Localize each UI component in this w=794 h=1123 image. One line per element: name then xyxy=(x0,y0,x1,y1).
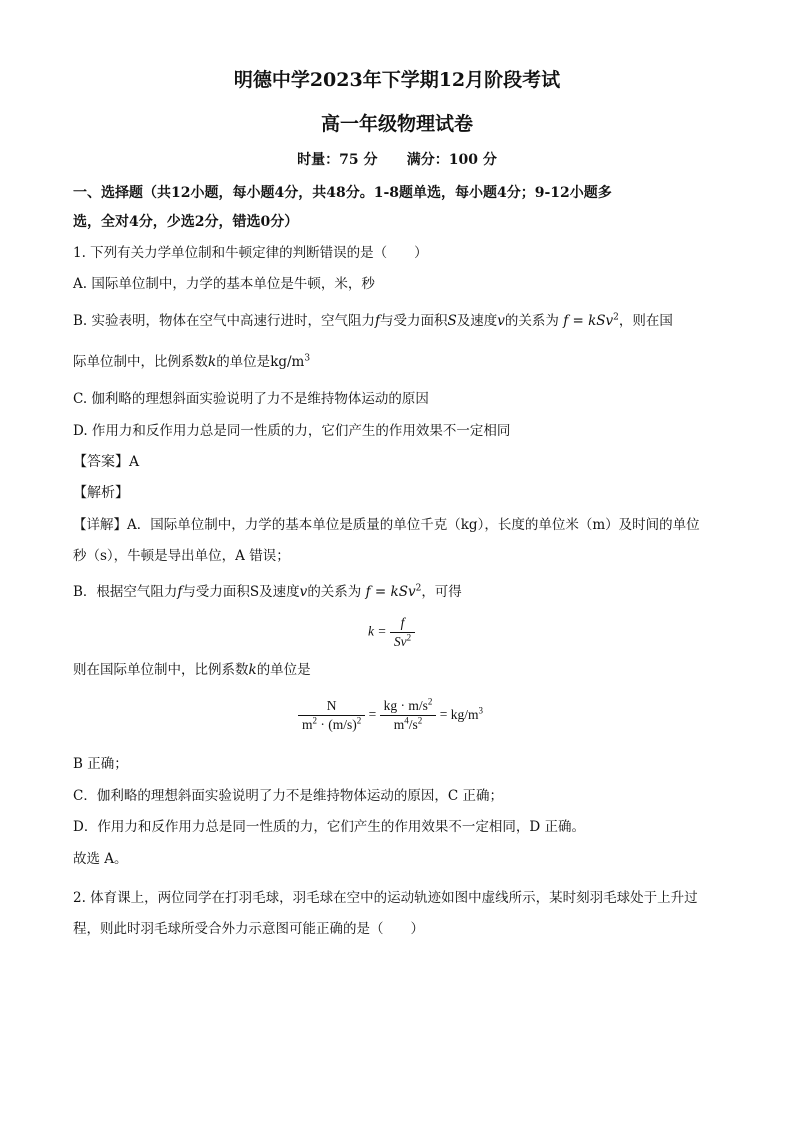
detail-line-1: 【详解】A．国际单位制中，力学的基本单位是质量的单位千克（kg），长度的单位米（m）及时间的单位 xyxy=(73,517,700,533)
var-k: k xyxy=(248,662,257,678)
q1-option-b-text: 与受力面积 xyxy=(380,313,448,329)
unit-result: $kg/m^3$ xyxy=(450,705,484,722)
var-f: f xyxy=(177,584,183,600)
q1-option-d: D. 作用力和反作用力总是同一性质的力，它们产生的作用效果不一定相同 xyxy=(73,423,511,439)
exam-title: 明德中学2023年下学期12月阶段考试 xyxy=(233,69,561,91)
exam-meta: 时量：75 分 满分：100 分 xyxy=(297,152,497,168)
q1-option-b-text: B. 实验表明，物体在空气中高速行进时，空气阻力 xyxy=(73,313,376,329)
q1-option-b-text: ，则在国 xyxy=(618,313,673,329)
q1-option-a: A. 国际单位制中，力学的基本单位是牛顿，米，秒 xyxy=(73,276,375,292)
unit-fraction-1: $\frac{N}{m^2 \cdot (m/s)^2}$ xyxy=(298,697,365,734)
var-k: k xyxy=(208,354,217,370)
section-heading-line2: 选，全对4分，少选2分，错选0分） xyxy=(73,214,299,230)
q1-option-c: C. 伽利略的理想斜面实验说明了力不是维持物体运动的原因 xyxy=(73,391,429,407)
unit-fraction-2: $\frac{kg \cdot m/s^2}{m^4/s^2}$ xyxy=(380,697,437,734)
drag-formula: f = kSv$^2$ xyxy=(365,583,422,600)
detail-line-6: C．伽利略的理想斜面实验说明了力不是维持物体运动的原因，C 正确； xyxy=(73,788,503,804)
q1-option-b-text: 际单位制中，比例系数 xyxy=(73,354,208,370)
detail-line-3: B．根据空气阻力f与受力面积S及速度v的关系为 f = kSv$^2$，可得 xyxy=(73,583,462,600)
q2-stem-line2: 程，则此时羽毛球所受合外力示意图可能正确的是（ ） xyxy=(73,921,424,937)
var-S: S xyxy=(447,313,457,329)
detail-line-5: B 正确； xyxy=(73,756,128,772)
k-fraction: $\frac{f}{Sv^2}$ xyxy=(390,614,415,651)
q1-option-b-text: 的关系为 xyxy=(504,313,559,329)
exam-subtitle: 高一年级物理试卷 xyxy=(320,113,473,135)
detail-line-7: D．作用力和反作用力总是同一性质的力，它们产生的作用效果不一定相同，D 正确。 xyxy=(73,819,585,835)
analysis-label: 【解析】 xyxy=(73,485,129,501)
answer-label: 【答案】A xyxy=(73,454,140,470)
var-v: v xyxy=(497,313,505,329)
detail-line-2: 秒（s），牛顿是导出单位，A 错误； xyxy=(73,548,290,564)
q1-option-b-line1 xyxy=(73,311,673,331)
var-v: v xyxy=(299,584,308,600)
q1-option-b-line2 xyxy=(73,352,310,372)
detail-line-8: 故选 A。 xyxy=(73,851,128,867)
unit-kg-per-m3: $kg/m^3$ xyxy=(270,353,311,370)
drag-formula: f = kSv$^2$ xyxy=(563,312,619,329)
q1-stem: 1. 下列有关力学单位制和牛顿定律的判断错误的是（ ） xyxy=(73,245,428,261)
k-formula: k = $\frac{f}{Sv^2}$ xyxy=(368,614,415,651)
q1-option-b-text: 的单位是 xyxy=(216,354,271,370)
unit-derivation: $\frac{N}{m^2 \cdot (m/s)^2}$ = $\frac{kg \cdot m/s^2}{m^4/s^2}$ = $kg/m^3$ xyxy=(298,697,483,734)
q1-option-b-text: 及速度 xyxy=(456,313,498,329)
var-f: f xyxy=(375,313,381,329)
q2-stem-line1: 2. 体育课上，两位同学在打羽毛球，羽毛球在空中的运动轨迹如图中虚线所示，某时刻羽毛球处于上升过 xyxy=(73,890,698,906)
section-heading-line1: 一、选择题（共12小题，每小题4分，共48分。1-8题单选，每小题4分；9-12小题多 xyxy=(73,185,612,201)
detail-line-4: 则在国际单位制中，比例系数k的单位是 xyxy=(73,662,311,678)
